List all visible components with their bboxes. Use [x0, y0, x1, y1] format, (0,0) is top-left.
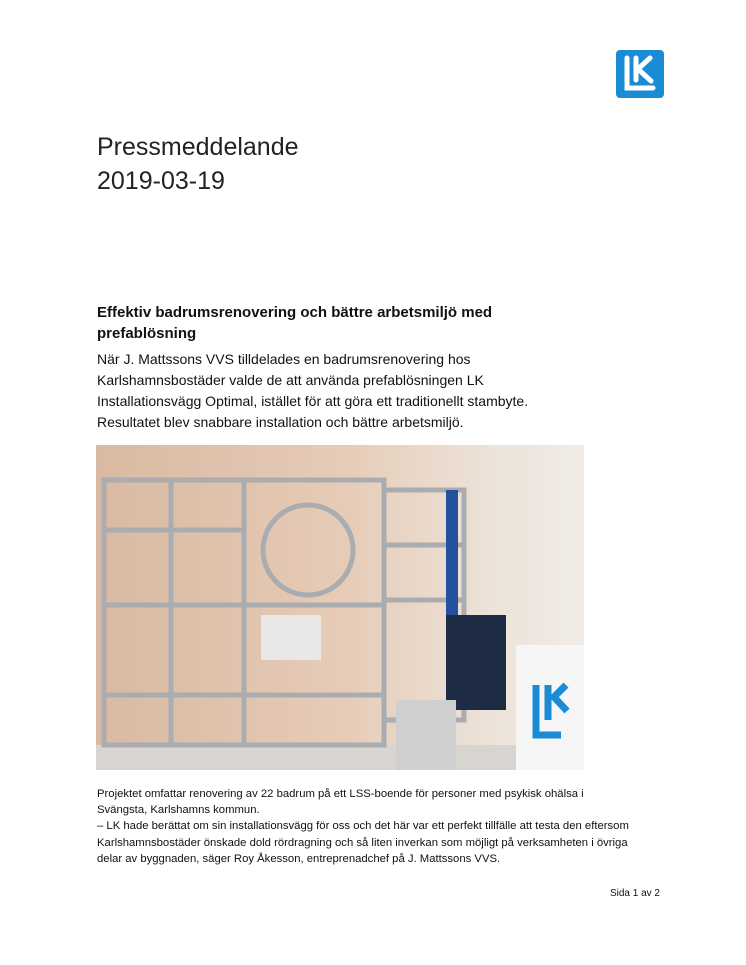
page-number: Sida 1 av 2: [609, 888, 660, 899]
date: 2019-03-19: [97, 167, 225, 195]
title-line: Pressmeddelande: [97, 133, 299, 161]
lk-logo: [616, 50, 664, 98]
body-text: [97, 786, 637, 867]
body-quote: – LK hade berättat om sin installationsvägg för oss och det här var ett perfekt tillfälle att testa den eftersom Karlshamnsbostäder önskade dold rördragning och så liten inverkan som möjligt på verksamheten i övriga delar av byggnaden, säger Roy Åkesson, entreprenadchef på J. Mattssons VVS.: [97, 820, 629, 865]
headline: Effektiv badrumsrenovering och bättre arbetsmiljö med prefablösning: [97, 304, 493, 342]
page-title: [97, 130, 299, 198]
installation-wall-photo: [96, 445, 584, 770]
body-paragraph: Projektet omfattar renovering av 22 badrum på ett LSS-boende för personer med psykisk ohälsa i Svängsta, Karlshamns kommun.: [97, 788, 584, 817]
intro-paragraph: När J. Mattssons VVS tilldelades en badrumsrenovering hos Karlshamnsbostäder valde de att använda prefablösningen LK Installationsvägg Optimal, istället för att göra ett traditionellt stambyte. Resultatet blev snabbare installation och bättre arbetsmiljö.: [97, 351, 529, 430]
